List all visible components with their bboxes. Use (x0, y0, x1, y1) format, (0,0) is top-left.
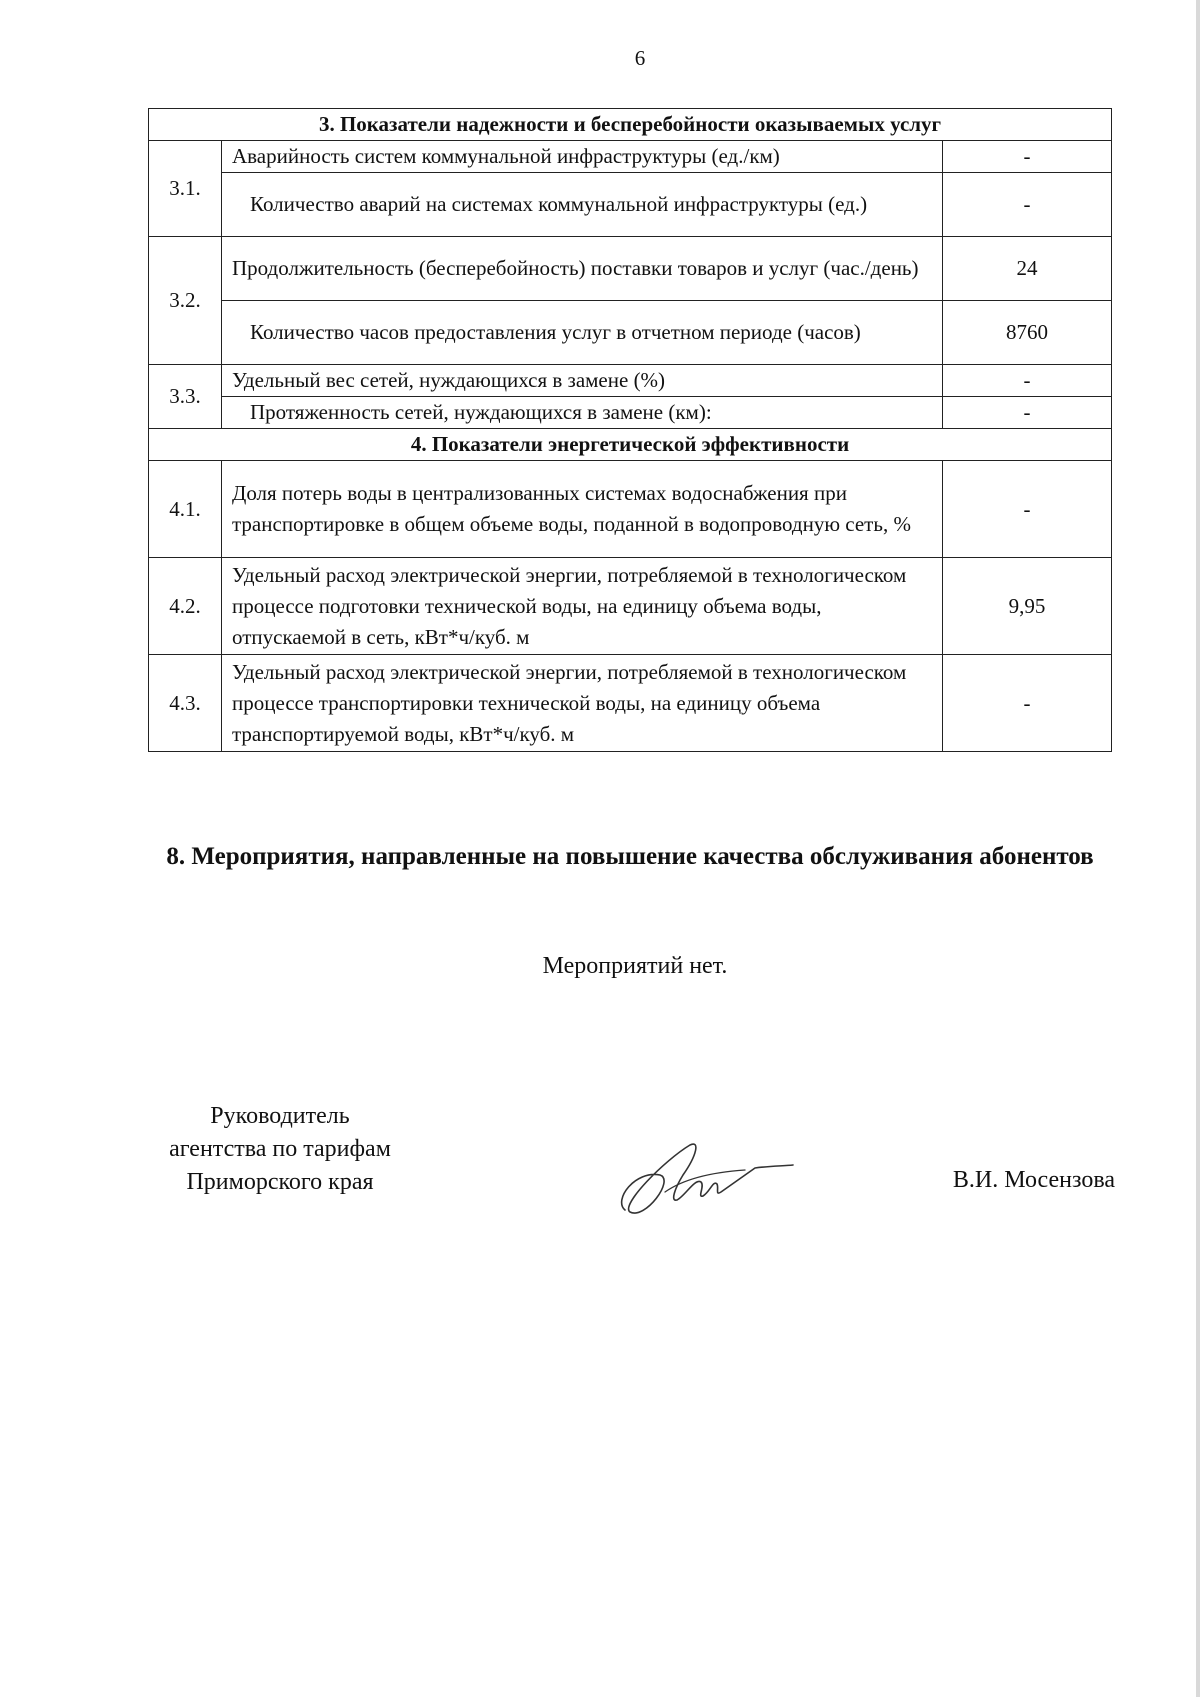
table-row (149, 301, 1112, 365)
section-title: 4. Показатели энергетической эффективности (149, 429, 1112, 461)
handwritten-signature (605, 1130, 795, 1230)
signer-position (130, 1100, 430, 1199)
row-value: 24 (943, 237, 1112, 301)
row-description: Количество часов предоставления услуг в отчетном периоде (часов) (222, 301, 943, 365)
table-row (149, 173, 1112, 237)
row-value: - (943, 655, 1112, 752)
row-value: - (943, 397, 1112, 429)
section-8-heading: 8. Мероприятия, направленные на повышение качества обслуживания абонентов (166, 843, 1094, 870)
row-value: - (943, 173, 1112, 237)
row-description: Удельный вес сетей, нуждающихся в замене (%) (222, 365, 943, 397)
row-description: Аварийность систем коммунальной инфраструктуры (ед./км) (222, 141, 943, 173)
row-description: Количество аварий на системах коммунальной инфраструктуры (ед.) (222, 173, 943, 237)
row-description: Протяженность сетей, нуждающихся в замене (км): (222, 397, 943, 429)
table-section-header (149, 109, 1112, 141)
row-number: 3.2. (149, 237, 222, 365)
table-row (149, 461, 1112, 558)
row-description: Доля потерь воды в централизованных системах водоснабжения при транспортировке в общем объеме воды, поданной в водопроводную сеть, % (222, 461, 943, 558)
table-section-header (149, 429, 1112, 461)
table-row (149, 365, 1112, 397)
row-description: Удельный расход электрической энергии, потребляемой в технологическом процессе транспортировки технической воды, на единицу объема транспортируемой воды, кВт*ч/куб. м (222, 655, 943, 752)
table-row (149, 237, 1112, 301)
signer-position-line: Приморского края (186, 1169, 374, 1195)
table-row (149, 558, 1112, 655)
table-row (149, 655, 1112, 752)
row-number: 3.3. (149, 365, 222, 429)
row-value: 8760 (943, 301, 1112, 365)
signer-position-line: агентства по тарифам (169, 1136, 391, 1162)
indicators-table (148, 108, 1112, 752)
table-row (149, 141, 1112, 173)
signer-position-line: Руководитель (210, 1103, 350, 1129)
page-number: 6 (634, 46, 646, 70)
row-number: 4.3. (149, 655, 222, 752)
row-value: - (943, 365, 1112, 397)
row-value: 9,95 (943, 558, 1112, 655)
row-number: 3.1. (149, 141, 222, 237)
row-number: 4.1. (149, 461, 222, 558)
table-row (149, 397, 1112, 429)
row-description: Удельный расход электрической энергии, потребляемой в технологическом процессе подготовки технической воды, на единицу объема воды, отпускаемой в сеть, кВт*ч/куб. м (222, 558, 943, 655)
section-8-text: Мероприятий нет. (542, 953, 728, 979)
row-description: Продолжительность (бесперебойность) поставки товаров и услуг (час./день) (222, 237, 943, 301)
row-value: - (943, 141, 1112, 173)
row-value: - (943, 461, 1112, 558)
row-number: 4.2. (149, 558, 222, 655)
section-title: 3. Показатели надежности и бесперебойности оказываемых услуг (149, 109, 1112, 141)
signer-name: В.И. Мосензова (952, 1167, 1115, 1193)
